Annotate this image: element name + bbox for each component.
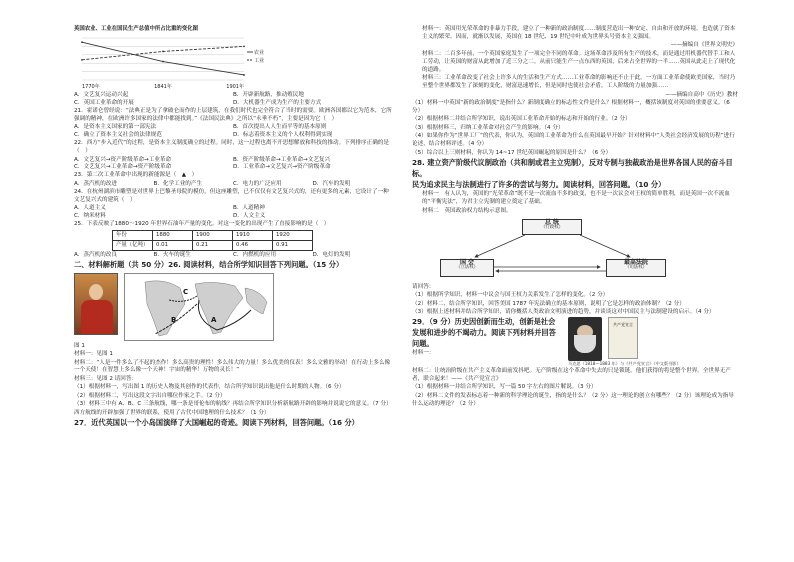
table-cell: 1920 (273, 230, 313, 240)
table-cell: 产量（亿吨） (113, 240, 153, 250)
material-2: 材料二：“人是一件多么了不起的杰作！多么高贵的理性！多么伟大的力量！多么优美的仪表！多么文雅的举动！在行动上多么像一个天使！在智慧上多么像一个天神！宇宙的精华！万物的灵长！” (74, 359, 391, 374)
option[interactable]: A．人道主义 (74, 205, 106, 212)
subquestion-5: （5）综合以上三则材料，你认为 14~17 世纪英国崛起的原因是什么？（6 分） (412, 149, 612, 156)
portrait-image (74, 273, 118, 335)
option[interactable]: B．资产阶级革命→工业革命→文艺复兴 (233, 156, 331, 163)
box-judicial-title: 最高法院 (623, 258, 648, 266)
data-point (81, 59, 83, 61)
q27-heading: 27．近代英国以一个小岛国演绎了大国崛起的奇迹。阅读下列材料，回答问题。（16 分） (74, 418, 359, 428)
line-chart (74, 26, 264, 90)
box-executive (522, 219, 582, 235)
q28-heading-cont: 民为追求民主与法制进行了许多的尝试与努力。阅读材料，回答问题。（10 分） (412, 180, 666, 190)
x-tick-label: 1770年 (82, 83, 100, 90)
table-cell: 0.21 (193, 240, 233, 250)
marx-portrait (568, 317, 602, 361)
option[interactable]: C．纳米材料 (74, 213, 106, 220)
portrait-face (89, 284, 103, 300)
q28-sub-3: （3）根据上述材料并结合所学知识，请你概括人类政治文明演进的趋势，并谈谈这对中国民主与法制建设的启示。（4 分） (412, 309, 715, 316)
table-cell: 0.46 (233, 240, 273, 250)
box-legislative-title: 国 会 (459, 258, 475, 266)
data-point (81, 41, 83, 43)
chart-svg (74, 34, 264, 90)
option[interactable]: A．蒸汽机的改良 (74, 251, 117, 258)
option[interactable]: D．大机器生产成为生产的主要方式 (233, 99, 322, 106)
option[interactable]: C．电力的广泛应用 (233, 180, 282, 187)
q29-heading: 29．（9 分）历史因创新而生动，创新是社会发展和进步的不竭动力。阅读下列材料并回答问题。 (412, 317, 556, 349)
q28-material-1: 材料一 有人认为，英国的“光荣革命”既不是一次流血不多的政变，也不是一次议会对王权的简单胜利，而是英国一次不流血的“平衡宪法”，为君主立宪制的建立奠定了基础。 (422, 191, 730, 206)
q21-stem: 21．霍诺仑曾经说：“法典正是为了拿破仑而作的上层建筑，在我们时代也完全符合了当时的需要。欧洲各国都以它为范本，它所强调的精神，在欧洲许多国家的法律中都能找到。”《法国民法典》之所以“永垂不朽”，主要是因为它（ ） (74, 107, 392, 122)
option[interactable]: D．标志着资本主义的个人权利得到实现 (233, 132, 333, 139)
option[interactable]: D．工业革命→文艺复兴→资产阶级革命 (233, 164, 331, 171)
figure-row (74, 273, 392, 341)
q22-stem: 22．西方“步入近代”的过程，是资本主义制度确立的过程。同时，这一过程也离不开思想解放和科技的推动。下列排序正确的是（ ） (74, 140, 389, 155)
q28-sub-2: （2）材料二，结合所学知识，回答美国 1787 年宪法确立的基本原则，说明了它是怎样的政治体制？（2 分） (412, 300, 685, 307)
subquestion-3: （3）根据材料三，归纳工业革命对社会产生的影响。（4 分） (412, 124, 564, 131)
oil-table (112, 230, 313, 251)
table-row (113, 240, 313, 250)
book-cover-title: 共产党宣言 (613, 322, 633, 328)
data-point (162, 50, 164, 52)
data-point (243, 74, 245, 76)
option[interactable]: A．文艺复兴→资产阶级革命→工业革命 (74, 156, 172, 163)
option[interactable]: C．内燃机的应用 (233, 251, 277, 258)
table-cell: 年份 (113, 230, 153, 240)
q29-block (412, 317, 738, 361)
q23-options (74, 181, 392, 189)
map-svg (125, 274, 275, 342)
table-row (113, 230, 313, 240)
option[interactable]: B．首次提出人人生而平等的基本原则 (233, 124, 327, 131)
data-point (162, 60, 164, 62)
option[interactable]: D．汽车的发明 (312, 180, 351, 187)
figure-label: 图 1 (74, 342, 85, 349)
option[interactable]: B．开辟新航路，推动殖民地 (233, 92, 304, 98)
route-label-a: A (211, 315, 217, 324)
power-structure-diagram (430, 219, 680, 281)
material-1: 材料一：英国用光荣革命的非暴力手段，建立了一种新的政治制度……制度营造出一种安定、自由和开放的环境。也造就了资本主义的繁荣。因而，就渐以发展，英国在 18 世纪、19 世纪中叶成为世界头号资本主义强国。 (422, 26, 736, 40)
option[interactable]: A．是资本主义国家的第一部宪法 (74, 124, 157, 131)
q22-options (74, 157, 392, 173)
table-cell: 0.01 (153, 240, 193, 250)
q25-stem: 25．下表反映了1880～1920 年世界石油年产量的变化。对这一变化的出现产生了直接影响的是（ ） (74, 221, 330, 227)
material-3: 材料三：工业革命改变了社会上许多人的生活和生产方式……工业革命的影响还不止于此。一方面工业革命使欧美国家，当时乃至整个世界都发生了深刻的变化，财富迅速增长，但是同时也使社会矛盾，工人阶级的力量加强…… (422, 75, 736, 90)
q23-stem: 23．第二次工业革命中出现的新能源是（ ▲ ） (74, 172, 198, 179)
q28-material-2: 材料二 英国政治权力结构示意图。 (422, 207, 512, 214)
box-legislative-sub: （立法权） (456, 265, 478, 271)
box-legislative (440, 259, 494, 277)
option[interactable]: C．确立了资本主义社会的法律规范 (74, 132, 162, 139)
q28-sub-1: （1）根据所学知识，材料一中议会与国王权力关系发生了怎样的变化。（2 分） (412, 292, 609, 299)
data-point (243, 45, 245, 47)
legend-label: 工业 (254, 57, 264, 64)
subquestion-4: 西方航线的开辟加强了世界的联系，使用了古代中国地理的什么技术？（1 分） (74, 409, 270, 416)
material-2: 材料二：二百多年前，一个英国家庭发生了一项完全不同的革命。这场革命涉及所有生产的技术，而是通过用机器代替手工和人工劳动，让英国的财富从此增加了近三分之二。从前只能生产一点东西的英国，后来占全世界的一半……英国从此走上了现代化的道路。 (422, 50, 736, 73)
q29-material-2: 材料二：让统治阶级在共产主义革命面前发抖吧。无产阶级在这个革命中失去的只是锁链。他们获得的将是整个世界。全世界无产者，联合起来！——《共产党宣言》 (412, 367, 731, 382)
table-cell: 1900 (193, 230, 233, 240)
subquestion-1: （1）根据材料一，写出图 1 的历史人物及其创作的代表作，结合所学知识说出他是什么时期的人物。（6 分） (74, 384, 345, 391)
table-cell: 0.91 (273, 240, 313, 250)
route-label-b: B (171, 315, 177, 324)
q28-heading: 28. 建立资产阶级代议制政治（共和制或君主立宪制），反对专制与独裁政治是世界各国人民的奋斗目标。 (412, 158, 733, 178)
series-line-农业 (82, 42, 244, 75)
subquestion-2: （2）根据材料二并结合所学知识，说出英国工业革命开始的标志和开始的行业。（2 分） (412, 116, 631, 123)
subquestion-1: （1）材料一中英国“新的政治制度”是指什么？新制度确立的标志性文件是什么？根据材料一，概括该制度对英国的重要意义。（6 分） (412, 99, 730, 114)
q25-options (74, 252, 392, 260)
right-column (412, 26, 738, 409)
image-caption: 马克思（1818—1883 年）与《共产党宣言》（中文版书影） (568, 361, 681, 367)
option[interactable]: B．人道精神 (233, 205, 265, 212)
table-cell: 1910 (233, 230, 273, 240)
legend-label: 农业 (254, 49, 264, 56)
q20-options (74, 92, 392, 108)
option[interactable]: A．文艺复兴运动兴起 (74, 92, 129, 98)
subquestion-4: （4）如果你作为“世界工厂”的代表，你认为，英国的工业革命为什么在英国最早开始？针对材料中“人类社会经济发展的历程”进行论述，结合材料评述。（4 分） (412, 133, 735, 148)
x-tick-label: 1841年 (154, 83, 172, 90)
option[interactable]: C．文艺复兴→工业革命→资产阶级革命 (74, 164, 172, 171)
subquestion-2: （2）根据材料二，写出这段文字出自哪位作家之手。（2 分） (74, 392, 226, 399)
q29-sub-1: （1）根据材料一并结合所学知识，写一篇 50 字左右的图片解说。（3 分） (412, 384, 597, 391)
book-cover-image (608, 317, 638, 359)
material-1: 材料一：见图 1 (74, 351, 113, 358)
answer-prompt: 请回答： (412, 283, 435, 290)
option[interactable]: D．电灯的发明 (312, 251, 351, 258)
material-1-source: ——摘编自《世界文明史》 (670, 42, 738, 49)
q24-options (74, 205, 392, 221)
option[interactable]: C．英国工业革命的开展 (74, 99, 134, 106)
box-judicial (606, 259, 666, 277)
world-map (124, 273, 274, 341)
x-tick-label: 1901年 (226, 83, 244, 90)
q24-stem: 24．在杭州湖滨市雕塑是对世界上巴黎圣母院的模仿，但这座雕塑，已不仅仅有文艺复兴式的，还有更多的元素，它设计了一种文艺复兴式的建筑（ ） (74, 188, 389, 203)
option[interactable]: B．火车的诞生 (153, 251, 191, 258)
box-executive-title: 总 统 (544, 218, 560, 226)
box-executive-sub: （行政权） (541, 225, 563, 231)
q29-text (412, 317, 562, 358)
q29-material-1: 材料一： (412, 350, 435, 357)
subquestion-3: （3）材料三中有 A、B、C 三条航线，哪一条是哥伦布的航线？再结合所学知识分析新航路开辟的影响并说说它的意义。（7 分） (74, 401, 392, 408)
option[interactable]: B．化学工业的产生 (153, 180, 203, 187)
portrait-robe (81, 300, 113, 334)
q21-options (74, 124, 392, 140)
option[interactable]: D．人文主义 (233, 213, 266, 220)
box-judicial-sub: （司法权） (625, 265, 647, 271)
table-cell: 1880 (153, 230, 193, 240)
section-2-heading: 二、材料解析题（共 50 分）26. 阅读材料，结合所学知识回答下列问题。（15 分） (74, 259, 344, 269)
q29-sub-2: （2）材料二文件的发表标志着一种新的科学理论的诞生，指的是什么？（2 分）这一理论的创立有哪些？（2 分）该理论成为指导什么运动的理论？（2 分） (412, 392, 734, 407)
route-label-c: C (183, 287, 189, 296)
portrait-beard (574, 335, 596, 353)
left-column (74, 26, 392, 429)
option[interactable]: A．蒸汽机的改进 (74, 180, 117, 187)
material-3: 材料三：见图 2 请回答： (74, 375, 138, 382)
material-3-source: ——摘编自高中《历史》教材 (665, 91, 738, 98)
chart-title: 英国农业、工业在国民生产总值中所占比重的变化图 (74, 26, 198, 32)
